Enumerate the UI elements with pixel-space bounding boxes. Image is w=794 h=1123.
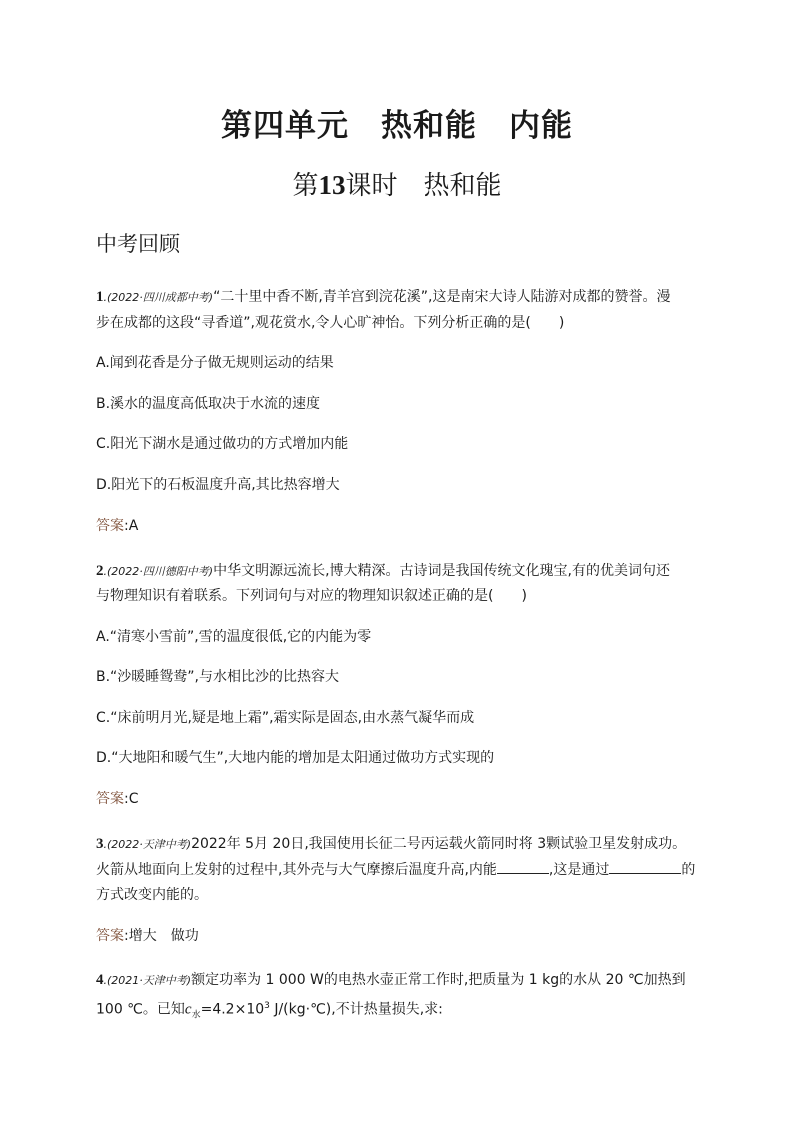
q3-line3: 方式改变内能的。 bbox=[96, 887, 208, 903]
lesson-title bbox=[0, 165, 794, 202]
q3-text1: 2022年 5月 20日,我国使用长征二号丙运载火箭同时将 3颗试验卫星发射成功。 bbox=[191, 836, 687, 852]
q1-option-a: A.闻到花香是分子做无规则运动的结果 bbox=[96, 355, 334, 371]
q1-source: .(2022·四川成都中考) bbox=[103, 291, 214, 304]
q1-answer bbox=[96, 516, 138, 536]
q2-option-c: C.“床前明月光,疑是地上霜”,霜实际是固态,由水蒸气凝华而成 bbox=[96, 710, 475, 726]
q4-c-symbol: c bbox=[184, 1001, 192, 1018]
q4-line2 bbox=[96, 996, 443, 1025]
q4-exponent: 3 bbox=[264, 1001, 270, 1011]
q2-text1: 中华文明源远流长,博大精深。古诗词是我国传统文化瑰宝,有的优美词句还 bbox=[213, 563, 670, 579]
q1-answer-label: 答案 bbox=[96, 518, 124, 534]
q4-text2c: J/(kg·℃),不计热量损失,求: bbox=[269, 1001, 443, 1018]
q2-option-a: A.“清寒小雪前”,雪的温度很低,它的内能为零 bbox=[96, 629, 372, 645]
lesson-title-suffix: 课时 热和能 bbox=[345, 171, 502, 201]
q2-answer-label: 答案 bbox=[96, 791, 124, 807]
q3-answer bbox=[96, 926, 199, 946]
q3-line1 bbox=[96, 834, 686, 855]
q3-text2b: ,这是通过 bbox=[548, 862, 610, 878]
q1-answer-value: :A bbox=[124, 518, 139, 534]
q3-source: .(2022·天津中考) bbox=[103, 838, 192, 851]
q4-line1 bbox=[96, 970, 686, 991]
q4-c-subscript: 水 bbox=[191, 1010, 201, 1021]
q3-text2a: 火箭从地面向上发射的过程中,其外壳与大气摩擦后温度升高,内能 bbox=[96, 862, 497, 878]
q2-answer bbox=[96, 789, 139, 809]
q2-line1 bbox=[96, 561, 670, 582]
q4-text2b: =4.2×10 bbox=[200, 1001, 265, 1018]
q2-answer-value: :C bbox=[124, 791, 139, 807]
q1-option-c: C.阳光下湖水是通过做功的方式增加内能 bbox=[96, 436, 349, 452]
unit-title: 第四单元 热和能 内能 bbox=[221, 108, 573, 144]
q4-text2a: 100 ℃。已知 bbox=[96, 1001, 185, 1018]
q1-option-d: D.阳光下的石板温度升高,其比热容增大 bbox=[96, 477, 340, 493]
lesson-number: 13 bbox=[318, 170, 346, 200]
q1-option-b: B.溪水的温度高低取决于水流的速度 bbox=[96, 396, 321, 412]
q3-answer-value: :增大 做功 bbox=[124, 928, 199, 944]
q3-answer-label: 答案 bbox=[96, 928, 124, 944]
q3-number: 3 bbox=[96, 836, 104, 852]
q2-option-b: B.“沙暖睡鸳鸯”,与水相比沙的比热容大 bbox=[96, 669, 340, 685]
lesson-title-prefix: 第 bbox=[292, 171, 319, 201]
q3-line2 bbox=[96, 859, 695, 880]
q4-number: 4 bbox=[96, 972, 104, 988]
q1-number: 1 bbox=[96, 289, 104, 305]
q2-number: 2 bbox=[96, 563, 104, 579]
q2-line2: 与物理知识有着联系。下列词句与对应的物理知识叙述正确的是( ) bbox=[96, 588, 527, 604]
q3-blank-1[interactable] bbox=[497, 859, 549, 874]
q4-source: .(2021·天津中考) bbox=[103, 974, 192, 987]
section-heading: 中考回顾 bbox=[96, 232, 180, 256]
q1-line1 bbox=[96, 287, 670, 308]
q3-text2c: 的 bbox=[681, 862, 696, 878]
q4-text1: 额定功率为 1 000 W的电热水壶正常工作时,把质量为 1 kg的水从 20 ℃加热到 bbox=[191, 972, 686, 988]
q2-option-d: D.“大地阳和暖气生”,大地内能的增加是太阳通过做功方式实现的 bbox=[96, 750, 495, 766]
q1-line2: 步在成都的这段“寻香道”,观花赏水,令人心旷神怡。下列分析正确的是( ) bbox=[96, 315, 565, 331]
q2-source: .(2022·四川德阳中考) bbox=[103, 565, 214, 578]
q1-text1: “二十里中香不断,青羊宫到浣花溪”,这是南宋大诗人陆游对成都的赞誉。漫 bbox=[213, 289, 671, 305]
q3-blank-2[interactable] bbox=[609, 859, 681, 874]
